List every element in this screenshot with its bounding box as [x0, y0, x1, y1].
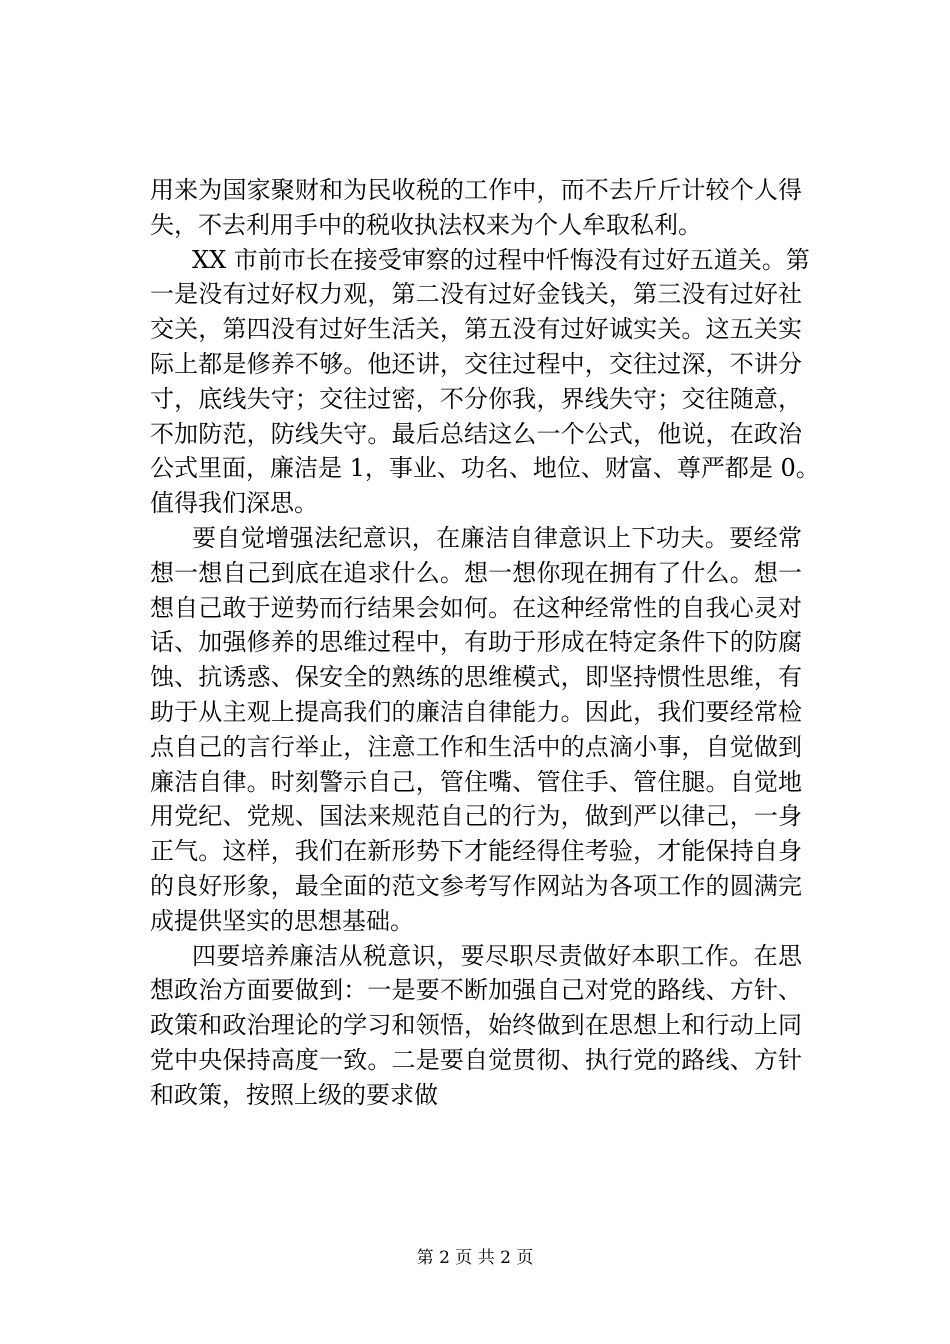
text-line: 廉洁自律。时刻警示自己，管住嘴、管住手、管住腿。自觉地: [150, 767, 802, 796]
text-line: 值得我们深思。: [150, 489, 318, 518]
text-line: 想政治方面要做到：一是要不断加强自己对党的路线、方针、: [150, 976, 802, 1005]
text-line: 蚀、抗诱惑、保安全的熟练的思维模式，即坚持惯性思维，有: [150, 663, 802, 692]
document-body: [150, 173, 820, 1113]
text-line: 失，不去利用手中的税收执法权来为个人牟取私利。: [150, 210, 702, 239]
text-line: XX 市前市长在接受审察的过程中忏悔没有过好五道关。第: [192, 245, 810, 274]
text-line: 想自己敢于逆势而行结果会如何。在这种经常性的自我心灵对: [150, 593, 802, 622]
paragraph: [150, 243, 820, 521]
text-line: 党中央保持高度一致。二是要自觉贯彻、执行党的路线、方针: [150, 1045, 802, 1074]
paragraph: [150, 521, 802, 939]
text-line: 交关，第四没有过好生活关，第五没有过好诚实关。这五关实: [150, 315, 802, 344]
text-line: 想一想自己到底在追求什么。想一想你现在拥有了什么。想一: [150, 558, 802, 587]
page-footer: 第 2 页 共 2 页: [416, 1248, 534, 1268]
text-line: 寸，底线失守；交往过密，不分你我，界线失守；交往随意，: [150, 384, 802, 413]
text-line: 不加防范，防线失守。最后总结这么一个公式，他说，在政治: [150, 419, 802, 448]
text-line: 用来为国家聚财和为民收税的工作中，而不去斤斤计较个人得: [150, 176, 802, 204]
text-line: 成提供坚实的思想基础。: [150, 906, 414, 935]
paragraph: [150, 939, 802, 1113]
text-line: 一是没有过好权力观，第二没有过好金钱关，第三没有过好社: [150, 280, 802, 309]
text-line: 政策和政治理论的学习和领悟，始终做到在思想上和行动上同: [150, 1011, 802, 1040]
text-line: 点自己的言行举止，注意工作和生活中的点滴小事，自觉做到: [150, 732, 802, 761]
text-line: 际上都是修养不够。他还讲，交往过程中，交往过深，不讲分: [150, 349, 802, 378]
text-line: 的良好形象，最全面的范文参考写作网站为各项工作的圆满完: [150, 871, 802, 900]
text-line: 正气。这样，我们在新形势下才能经得住考验，才能保持自身: [150, 837, 802, 866]
text-line: 和政策，按照上级的要求做: [150, 1080, 438, 1109]
text-line: 要自觉增强法纪意识，在廉洁自律意识上下功夫。要经常: [192, 523, 802, 552]
paragraph: [150, 173, 802, 243]
text-line: 用党纪、党规、国法来规范自己的行为，做到严以律己，一身: [150, 802, 802, 831]
text-line: 四要培养廉洁从税意识，要尽职尽责做好本职工作。在思: [192, 941, 802, 970]
text-line: 公式里面，廉洁是 1，事业、功名、地位、财富、尊严都是 0。: [150, 454, 820, 483]
text-line: 话、加强修养的思维过程中，有助于形成在特定条件下的防腐: [150, 628, 802, 657]
text-line: 助于从主观上提高我们的廉洁自律能力。因此，我们要经常检: [150, 697, 802, 726]
